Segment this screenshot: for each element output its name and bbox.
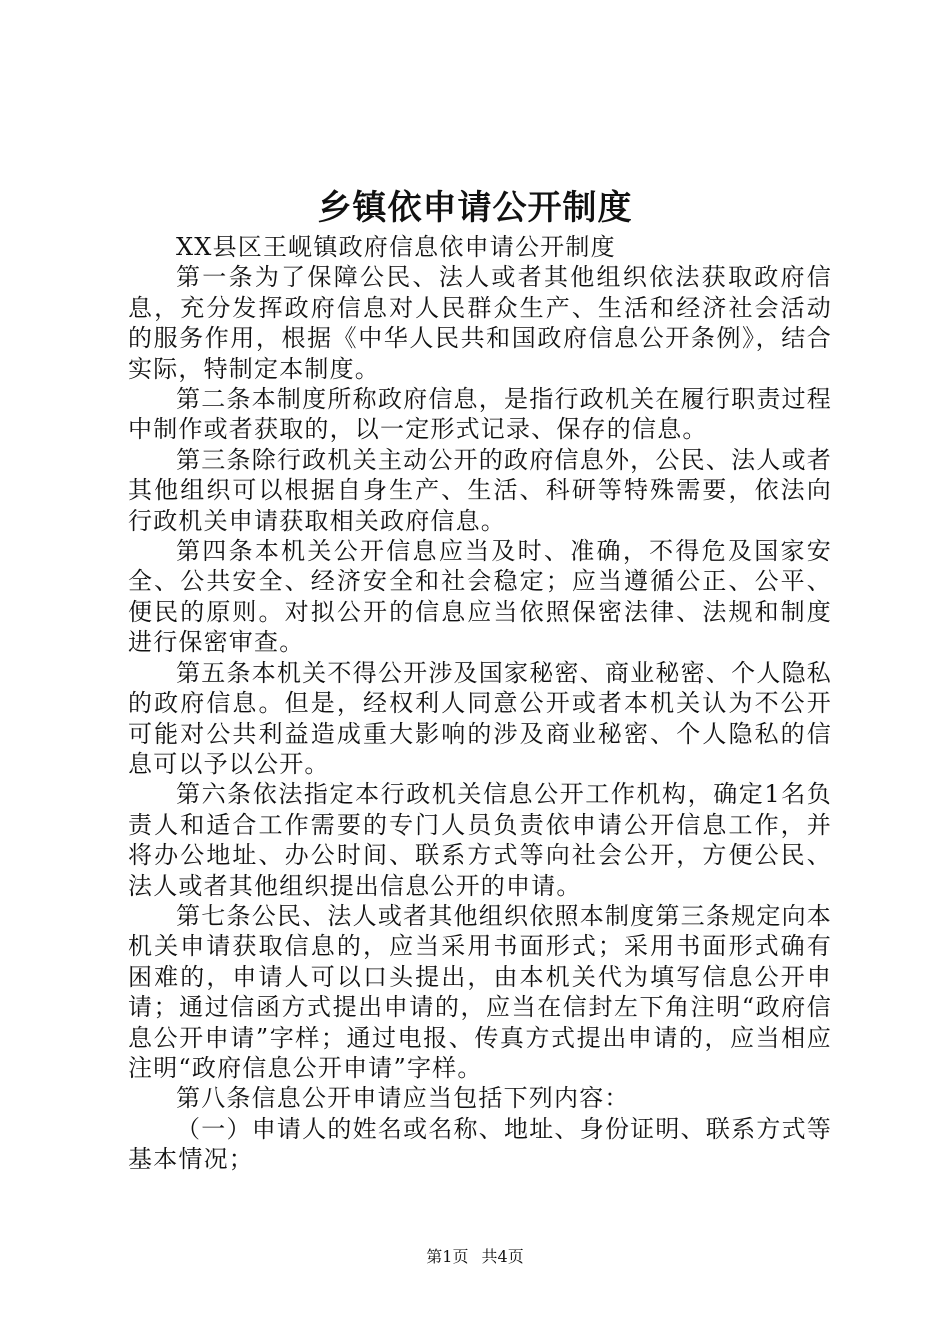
document-title: 乡镇依申请公开制度 — [317, 188, 633, 228]
paragraph-article-4: 第四条本机关公开信息应当及时、准确，不得危及国家安全、公共安全、经济安全和社会稳定；应当遵循公正、公平、便民的原则。对拟公开的信息应当依照保密法律、法规和制度进行保密审查。 — [128, 537, 832, 657]
paragraph-article-7: 第七条公民、法人或者其他组织依照本制度第三条规定向本机关申请获取信息的，应当采用书面形式；采用书面形式确有困难的，申请人可以口头提出，由本机关代为填写信息公开申请；通过信函方式提出申请的，应当在信封左下角注明“政府信息公开申请”字样；通过电报、传真方式提出申请的，应当相应注明“政府信息公开申请”字样。 — [128, 901, 832, 1082]
paragraph-subtitle: XX县区王岘镇政府信息依申请公开制度 — [176, 233, 616, 261]
paragraph-article-2: 第二条本制度所称政府信息，是指行政机关在履行职责过程中制作或者获取的，以一定形式记录、保存的信息。 — [128, 385, 832, 444]
page-number: 第1页 — [426, 1247, 469, 1266]
paragraph-article-8: 第八条信息公开申请应当包括下列内容： — [176, 1084, 630, 1113]
paragraph-article-3: 第三条除行政机关主动公开的政府信息外，公民、法人或者其他组织可以根据自身生产、生活、科研等特殊需要，依法向行政机关申请获取相关政府信息。 — [128, 445, 832, 535]
page-total: 共4页 — [481, 1247, 524, 1266]
paragraph-article-5: 第五条本机关不得公开涉及国家秘密、商业秘密、个人隐私的政府信息。但是，经权利人同意公开或者本机关认为不公开可能对公共利益造成重大影响的涉及商业秘密、个人隐私的信息可以予以公开。 — [128, 658, 832, 778]
paragraph-article-6: 第六条依法指定本行政机关信息公开工作机构，确定1名负责人和适合工作需要的专门人员负责依申请公开信息工作，并将办公地址、办公时间、联系方式等向社会公开，方便公民、法人或者其他组织提出信息公开的申请。 — [128, 780, 832, 900]
paragraph-article-1: 第一条为了保障公民、法人或者其他组织依法获取政府信息，充分发挥政府信息对人民群众生产、生活和经济社会活动的服务作用，根据《中华人民共和国政府信息公开条例》，结合实际，特制定本制度。 — [128, 263, 832, 383]
document-body — [128, 232, 832, 1175]
paragraph-item-1: （一）申请人的姓名或名称、地址、身份证明、联系方式等基本情况； — [128, 1114, 832, 1174]
page-footer — [0, 1244, 950, 1267]
